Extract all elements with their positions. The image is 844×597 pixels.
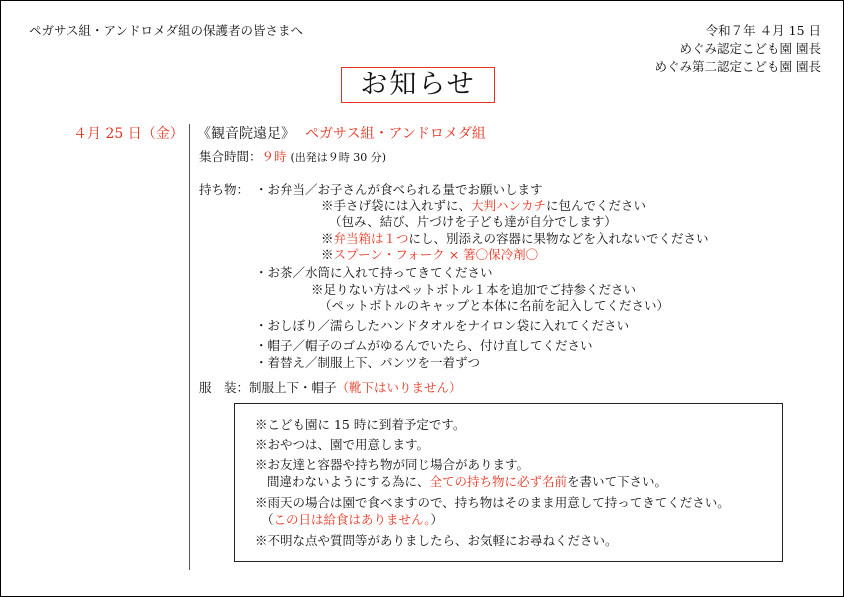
issuer-1: めぐみ認定こども園 園長	[679, 41, 821, 56]
addressee: ペガサス組・アンドロメダ組の保護者の皆さまへ	[29, 23, 304, 38]
tea-note-2: （ペットボトルのキャップと本体に名前を記入してください）	[319, 298, 670, 313]
lunch-note-3-tail: にし、別添えの容器に果物などを入れないでください	[408, 231, 709, 246]
note-2: ※おやつは、園で用意します。	[255, 437, 430, 452]
lunch-note-3	[321, 231, 709, 247]
tea-note-1: ※足りない方はペットボトル１本を追加でご持参ください	[311, 282, 637, 297]
belonging-tea: ・お茶／水筒に入れて持ってきてください	[255, 265, 493, 280]
note-4: ※雨天の場合は園で食べますので、持ち物はそのまま用意して持ってきてください。	[255, 495, 730, 510]
lunch-note-2: （包み、結び、片づけを子ども達が自分でします）	[329, 214, 617, 229]
note-3b	[267, 474, 667, 490]
event-heading	[197, 126, 486, 142]
meeting-note: (出発は９時 30 分)	[290, 151, 387, 164]
note-4b-open: （	[261, 512, 274, 527]
page-title: お知らせ	[341, 67, 495, 103]
event-name: 《観音院遠足》	[197, 126, 295, 142]
issuer-2: めぐみ第二認定こども園 園長	[654, 59, 821, 74]
issue-date: 令和７年 ４月 15 日	[705, 23, 821, 38]
meeting-label: 集合時間：	[199, 149, 262, 164]
belongings-label: 持ち物：	[199, 182, 250, 197]
lunch-note-1-text: ※手さげ袋には入れずに、	[321, 198, 472, 213]
note-1: ※こども園に 15 時に到着予定です。	[255, 417, 466, 432]
note-5: ※不明な点や質問等がありましたら、お気軽にお尋ねください。	[255, 533, 618, 548]
meeting-time: ９時	[261, 149, 287, 164]
divider-line	[189, 124, 190, 570]
lunch-note-1-tail: に包んでください	[546, 198, 647, 213]
attire-label: 服 装：	[199, 380, 250, 395]
note-4b	[261, 512, 443, 528]
belonging-hat: ・帽子／帽子のゴムがゆるんでいたら、付け直してください	[255, 338, 593, 353]
note-4b-close: ）	[430, 512, 444, 527]
lunch-note-1-highlight: 大判ハンカチ	[471, 198, 547, 213]
belonging-lunch: ・お弁当／お子さんが食べられる量でお願いします	[255, 182, 543, 197]
note-3b-tail: を書いて下さい。	[567, 474, 668, 489]
event-date: ４月 25 日（金）	[73, 126, 184, 142]
meeting-time-row	[199, 149, 386, 166]
belonging-clothes: ・着替え／制服上下、パンツを一着ずつ	[255, 355, 481, 370]
attire-row	[199, 380, 462, 396]
lunch-note-4-highlight: スプーン・フォーク × 箸〇保冷剤〇	[333, 247, 539, 262]
lunch-note-3-mark: ※	[321, 231, 334, 246]
lunch-note-1	[321, 198, 646, 214]
lunch-note-4	[321, 247, 538, 263]
lunch-note-3-highlight: 弁当箱は１つ	[333, 231, 409, 246]
attire-note: （靴下はいりません）	[336, 380, 462, 395]
event-classes: ペガサス組・アンドロメダ組	[305, 126, 486, 142]
note-4b-highlight: この日は給食はありません。	[273, 512, 431, 527]
lunch-note-4-mark: ※	[321, 247, 334, 262]
belonging-towel: ・おしぼり／濡らしたハンドタオルをナイロン袋に入れてください	[255, 318, 630, 333]
note-3b-text: 間違わないようにする為に、	[267, 474, 430, 489]
attire-value: 制服上下・帽子	[249, 380, 337, 395]
note-3b-highlight: 全ての持ち物に必ず名前	[429, 474, 568, 489]
note-3: ※お友達と容器や持ち物が同じ場合があります。	[255, 457, 530, 472]
